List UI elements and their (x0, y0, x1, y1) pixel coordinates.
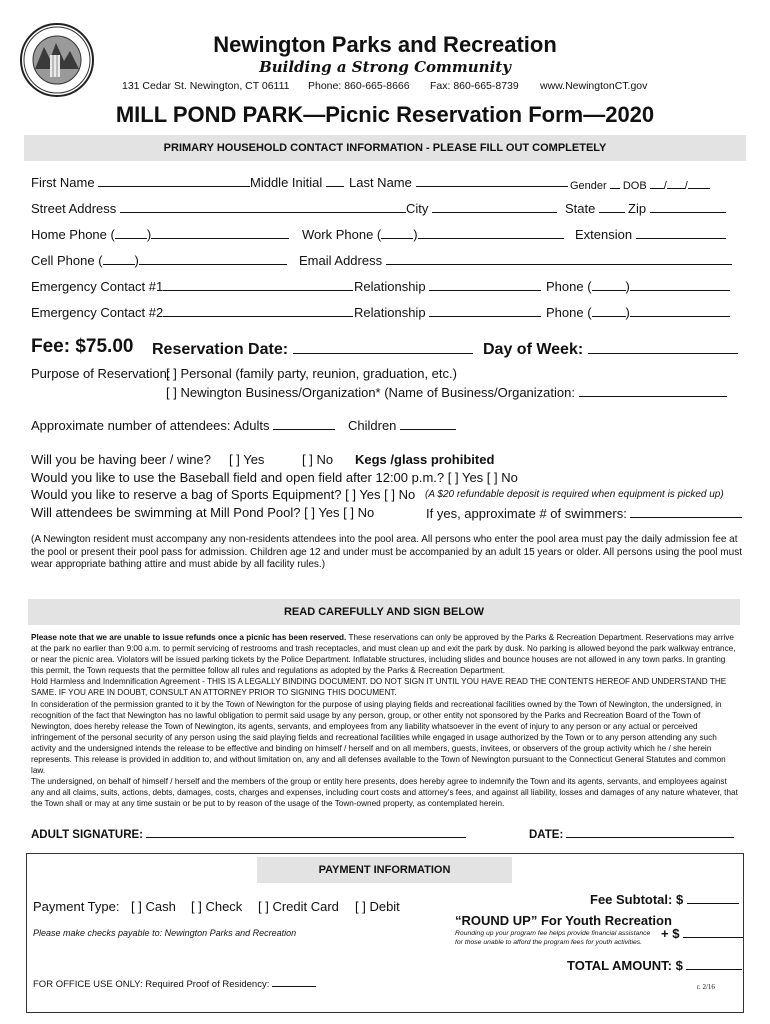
adults-count-field[interactable]: Approximate number of attendees: Adults (31, 417, 335, 433)
round-up-heading: “ROUND UP” For Youth Recreation (455, 913, 672, 928)
hold-harmless-heading: Hold Harmless and Indemnification Agreement - THIS IS A LEGALLY BINDING DOCUMENT. DO NOT SIGN IT UNTIL YOU HAVE READ THE CONTENTS HEREOF AND UNDERSTAND THE SAME. IF YOU ARE IN DOUBT, CONSULT AN ATTORNEY PRIOR TO SIGNING THIS DOCUMENT. (31, 677, 727, 698)
beer-no-checkbox[interactable]: [ ] No (302, 452, 334, 467)
day-of-week-field[interactable]: Day of Week: (483, 338, 738, 359)
check-checkbox[interactable]: [ ] Check (191, 899, 243, 914)
legal-terms (31, 632, 740, 810)
first-name-field[interactable]: First Name (31, 174, 250, 190)
children-count-field[interactable]: Children (348, 417, 456, 433)
extension-field[interactable]: Extension (575, 226, 726, 242)
office-use-field[interactable]: FOR OFFICE USE ONLY: Required Proof of Residency: (33, 977, 316, 990)
park-rules-text: These reservations can only be approved by the Parks & Recreation Department. Reservations may arrive at the park no earlier than 9:00 a.m. to permit servicing of restrooms and trash receptacles, and must clean up and exit the park by dusk. No parking is allowed beyond the park walkway entrance, or near the picnic area. Violators will be issued parking tickets by the Police Department. Inflatable structures, including slides and bounce houses are not allowed in any town parks. In granting this permit, the Town requests that the permittee follow all rules and regulations as adopted by the Parks & Recreation Department. (31, 633, 736, 676)
middle-initial-field[interactable]: Middle Initial (250, 174, 344, 190)
org-title: Newington Parks and Recreation (213, 32, 557, 57)
zip-field[interactable]: Zip (628, 200, 726, 216)
adult-signature-field[interactable]: ADULT SIGNATURE: (31, 825, 466, 841)
state-field[interactable]: State (565, 200, 625, 216)
revision-label: r. 2/16 (697, 983, 715, 991)
emergency-phone-2-field[interactable]: Phone ( ) (546, 304, 730, 320)
tagline: Building a Strong Community (259, 58, 511, 76)
cell-phone-field[interactable]: Cell Phone ( ) (31, 252, 287, 268)
website-link[interactable]: www.NewingtonCT.gov (540, 80, 648, 92)
email-field[interactable]: Email Address (299, 252, 732, 268)
debit-checkbox[interactable]: [ ] Debit (355, 899, 400, 914)
cash-checkbox[interactable]: [ ] Cash (131, 899, 176, 914)
indemnify-text: The undersigned, on behalf of himself / herself and the members of the group or entity here presents, does hereby agree to indemnify the Town and its agents, servants, and employees against any and all claims, suits, actions, debts, damages, costs, charges and expenses, including court costs and attorney's fees, and against all liability, losses and damages of any nature whatever, that the Town shall or may at any time sustain or be put to by reason of the usage of the Town-owned property, as contemplated herein. (31, 777, 738, 809)
sign-band: READ CAREFULLY AND SIGN BELOW (28, 599, 740, 625)
form-title: MILL POND PARK—Picnic Reservation Form—2020 (115, 102, 655, 127)
emergency-contact-2-field[interactable]: Emergency Contact #2 (31, 304, 353, 320)
street-address-field[interactable]: Street Address (31, 200, 406, 216)
fee-subtotal-field[interactable]: Fee Subtotal: $ (590, 891, 739, 907)
no-refund-notice: Please note that we are unable to issue refunds once a picnic has been reserved. (31, 633, 347, 642)
purpose-label: Purpose of Reservation: (31, 366, 171, 381)
round-up-note-2: for those unable to afford the program fees for youth activities. (455, 939, 643, 946)
equipment-question[interactable]: Would you like to reserve a bag of Sports Equipment? [ ] Yes [ ] No (31, 487, 416, 502)
beer-yes-checkbox[interactable]: [ ] Yes (229, 452, 265, 467)
reservation-date-field[interactable]: Reservation Date: (152, 338, 473, 359)
checks-payable-note: Please make checks payable to: Newington Parks and Recreation (33, 928, 297, 938)
round-up-note-1: Rounding up your program fee helps provide financial assistance (455, 930, 651, 937)
relationship-2-field[interactable]: Relationship (354, 304, 541, 320)
city-field[interactable]: City (406, 200, 557, 216)
payment-band: PAYMENT INFORMATION (257, 857, 512, 883)
swimming-question[interactable]: Will attendees be swimming at Mill Pond Pool? [ ] Yes [ ] No (31, 505, 375, 520)
round-up-amount-field[interactable]: + $ (661, 925, 743, 941)
field-question[interactable]: Would you like to use the Baseball field and open field after 12:00 p.m.? [ ] Yes [ ] No (31, 470, 518, 485)
address: 131 Cedar St. Newington, CT 06111 (122, 80, 290, 92)
swimmers-count-field[interactable]: If yes, approximate # of swimmers: (426, 505, 742, 521)
purpose-personal-checkbox[interactable]: [ ] Personal (family party, reunion, graduation, etc.) (166, 366, 457, 381)
credit-card-checkbox[interactable]: [ ] Credit Card (258, 899, 339, 914)
kegs-prohibited-note: Kegs /glass prohibited (355, 452, 495, 467)
last-name-field[interactable]: Last Name (349, 174, 568, 190)
gender-dob-field[interactable]: Gender DOB / / (570, 176, 710, 192)
release-text: In consideration of the permission granted to it by the Town of Newington for the purpose of using playing fields and recreational facilities owned by the Town of Newington, the undersigned, in recognition of the fact that Newington has no lawful obligation to permit said usage by any person, group, or other entity not sponsored by the Parks and Recreation Board of the Town of Newington, does hereby release the Town of Newington, its agents, servants, and employees from any liability whatsoever in the event of injury to any person or any actual or perceived infringement of the personal security of any person using the said playing fields and recreational facilities while engaged in usage authorized by the Town or to any person attending any such activity and the undersigned intends the release to be effective and binding on himself / herself and on all members, guests, invitees, or observers of the group activity which he / she herein represents. This release is provided in addition to, and without limitation on, any and all defenses available to the Town of Newington pursuant to the Connecticut General Statutes and common law. (31, 699, 726, 776)
work-phone-field[interactable]: Work Phone ( ) (302, 226, 564, 242)
relationship-1-field[interactable]: Relationship (354, 278, 541, 294)
fax-number: Fax: 860-665-8739 (430, 80, 519, 92)
date-field[interactable]: DATE: (529, 825, 734, 841)
purpose-business-checkbox[interactable]: [ ] Newington Business/Organization* (Name of Business/Organization: (166, 384, 727, 400)
emergency-phone-1-field[interactable]: Phone ( ) (546, 278, 730, 294)
emergency-contact-1-field[interactable]: Emergency Contact #1 (31, 278, 353, 294)
fee-amount: Fee: $75.00 (31, 336, 134, 357)
beer-question: Will you be having beer / wine? (31, 452, 211, 467)
contact-band: PRIMARY HOUSEHOLD CONTACT INFORMATION - PLEASE FILL OUT COMPLETELY (24, 135, 746, 161)
total-amount-field[interactable]: TOTAL AMOUNT: $ (567, 957, 742, 973)
home-phone-field[interactable]: Home Phone ( ) (31, 226, 289, 242)
pool-note: (A Newington resident must accompany any non-residents attendees into the pool area. All persons who enter the pool area must pay the daily admission fee at the pool or present their pool pass for admission. Children age 12 and under must be accompanied by an adult 15 years or older. All persons using the pool must wear appropriate bathing attire and must abide by all facility rules.) (31, 534, 742, 570)
equipment-deposit-note: (A $20 refundable deposit is required when equipment is picked up) (425, 489, 724, 500)
payment-type-label: Payment Type: (33, 899, 120, 914)
phone-number: Phone: 860-665-8666 (308, 80, 410, 92)
